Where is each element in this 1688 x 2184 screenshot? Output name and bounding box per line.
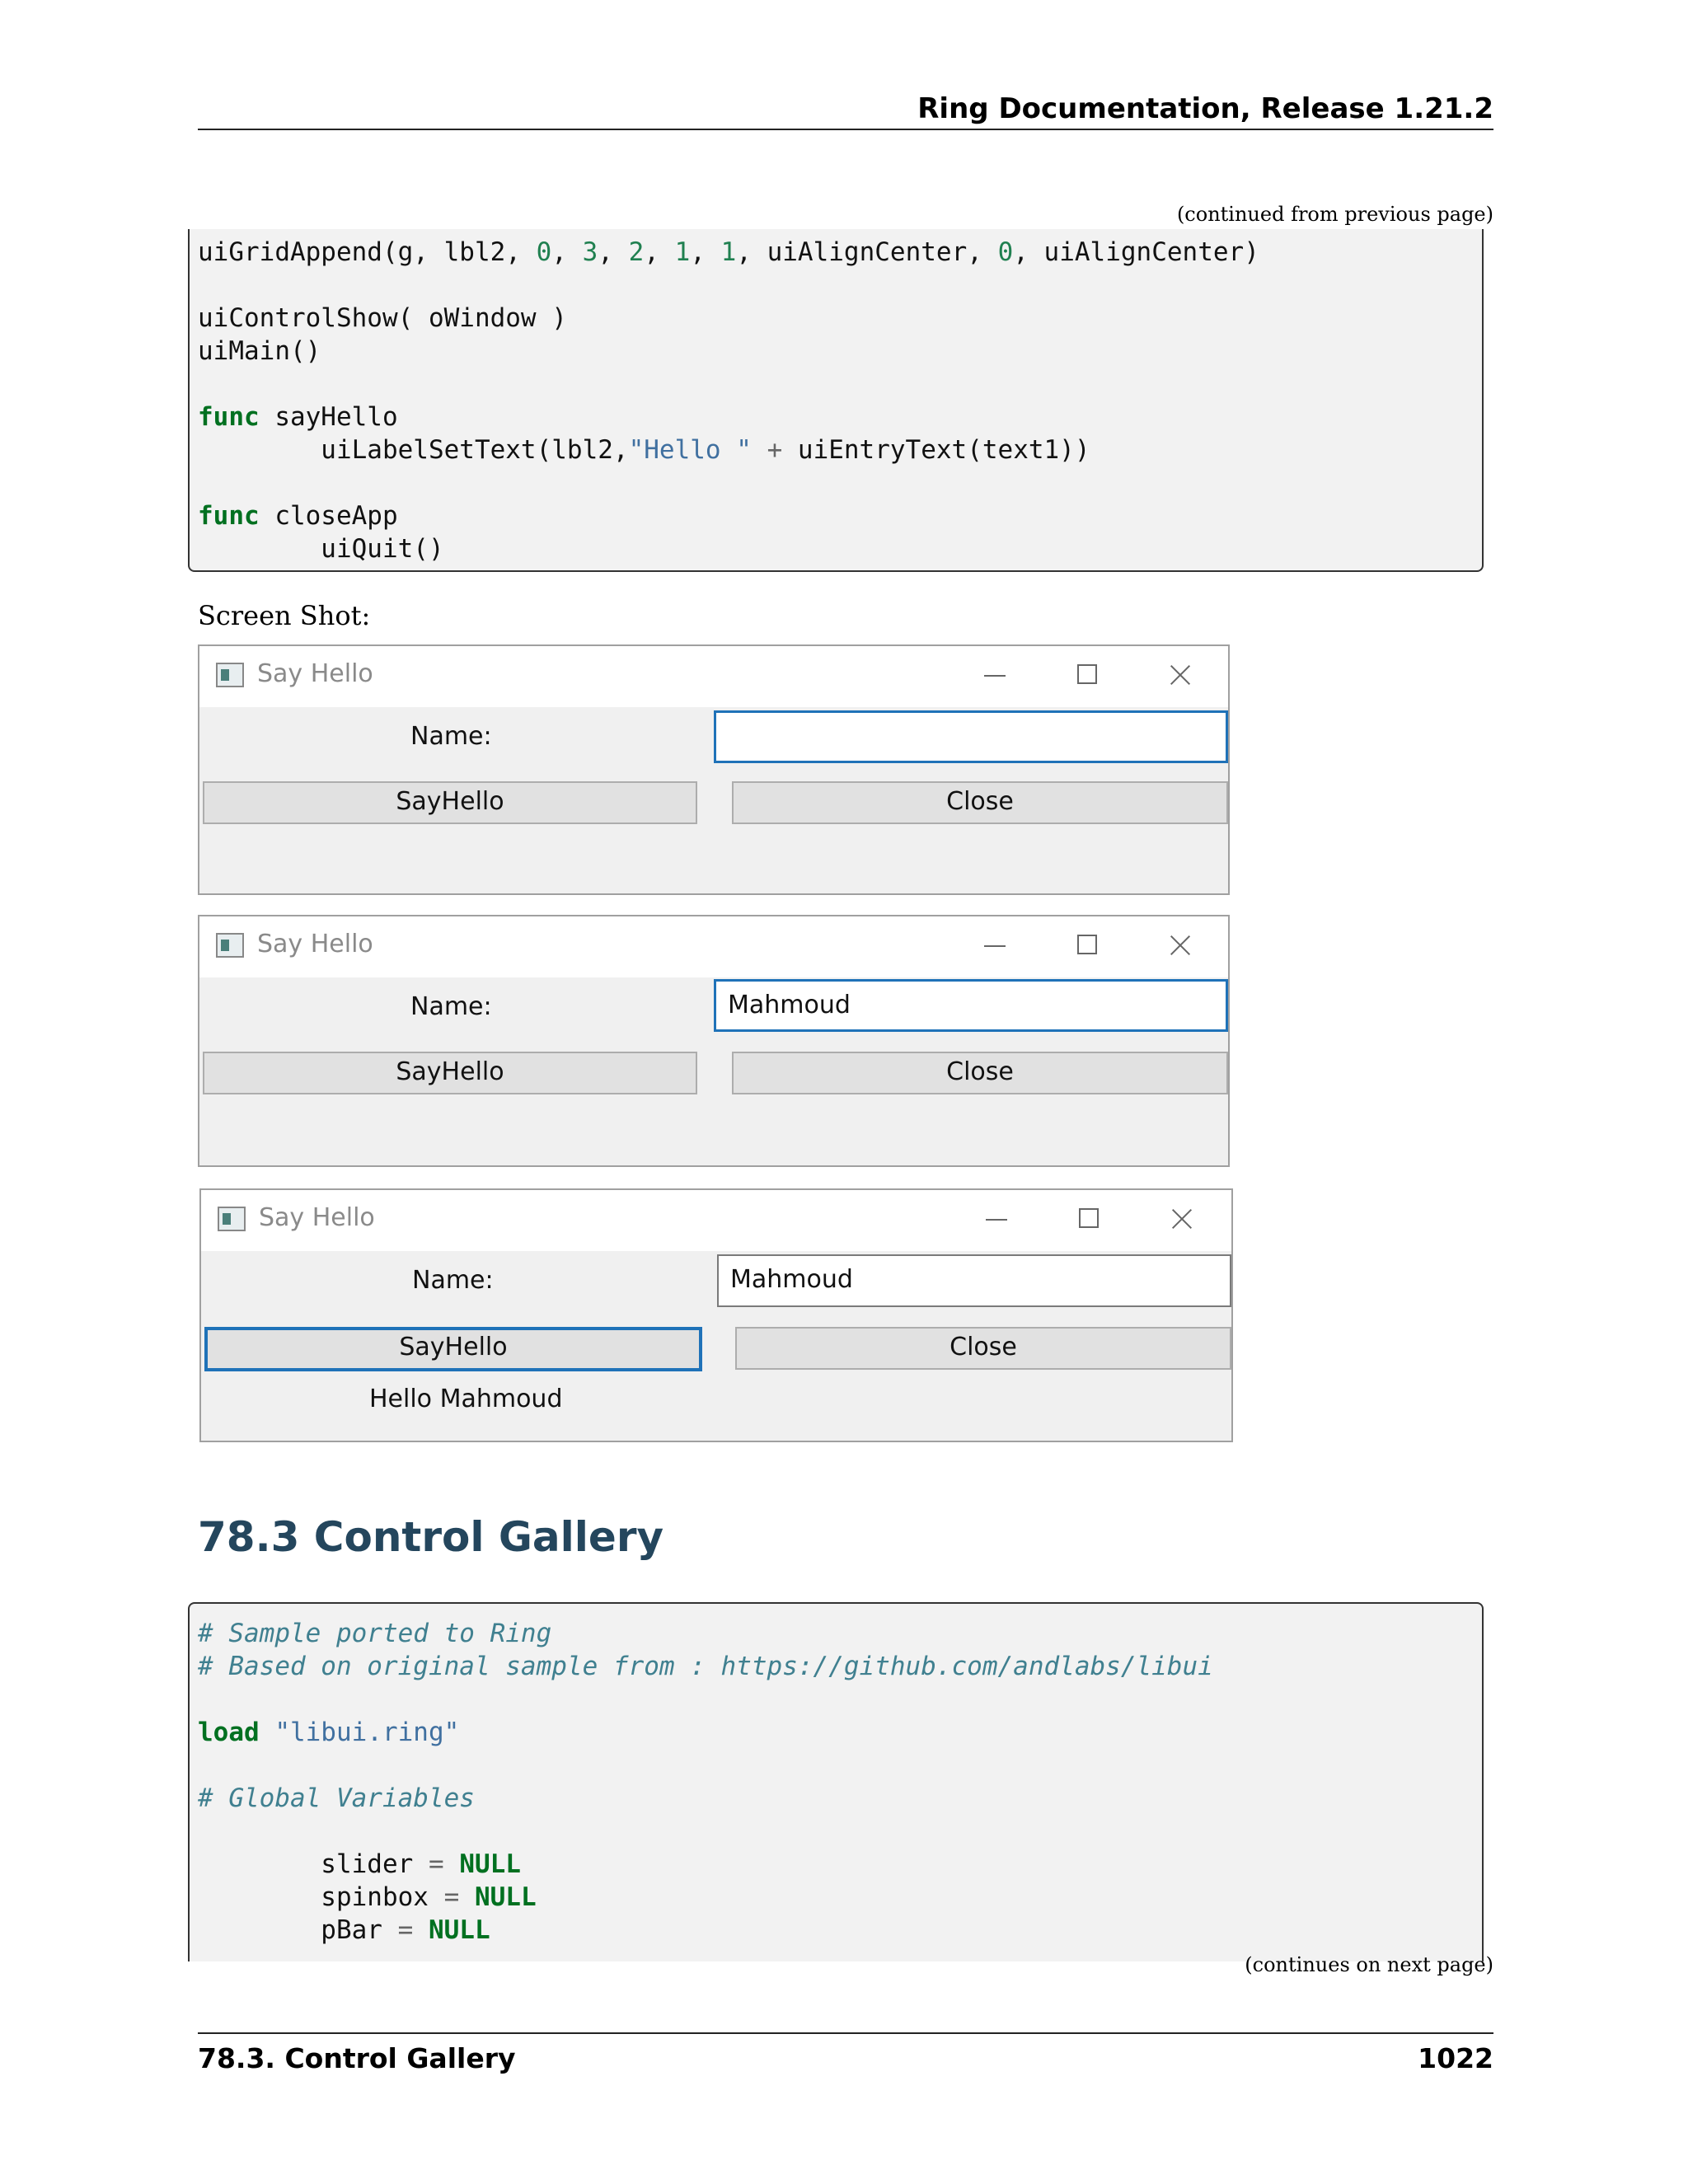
sayhello-button[interactable]: SayHello bbox=[203, 1052, 697, 1094]
code-line: spinbox = NULL bbox=[198, 1882, 537, 1912]
page-number: 1022 bbox=[1418, 2042, 1493, 2074]
screenshot-caption: Screen Shot: bbox=[198, 600, 371, 631]
name-label: Name: bbox=[412, 1266, 494, 1295]
footer-rule bbox=[198, 2032, 1493, 2034]
name-input[interactable] bbox=[714, 710, 1228, 763]
code-line: uiQuit() bbox=[198, 534, 444, 564]
app-icon bbox=[216, 933, 244, 958]
code-comment: # Based on original sample from : https://github.com/andlabs/libui bbox=[198, 1652, 1213, 1681]
greeting-label: Hello Mahmoud bbox=[369, 1385, 563, 1413]
close-icon[interactable] bbox=[1160, 1198, 1202, 1240]
app-icon bbox=[216, 663, 244, 687]
continues-note: (continues on next page) bbox=[1245, 1953, 1493, 1976]
name-input[interactable]: Mahmoud bbox=[717, 1254, 1231, 1307]
close-icon[interactable] bbox=[1159, 654, 1200, 696]
code-line: uiLabelSetText(lbl2,"Hello " + uiEntryText(text1)) bbox=[198, 435, 1090, 465]
close-button[interactable]: Close bbox=[732, 781, 1228, 824]
minimize-icon[interactable] bbox=[976, 1198, 1017, 1240]
code-line: pBar = NULL bbox=[198, 1915, 490, 1945]
maximize-icon[interactable] bbox=[1068, 1198, 1109, 1240]
maximize-icon[interactable] bbox=[1067, 925, 1108, 966]
window-title: Say Hello bbox=[257, 659, 373, 688]
sayhello-button[interactable]: SayHello bbox=[203, 781, 697, 824]
code-line: uiControlShow( oWindow ) bbox=[198, 303, 567, 333]
running-header: Ring Documentation, Release 1.21.2 bbox=[917, 92, 1493, 125]
continued-note: (continued from previous page) bbox=[1176, 203, 1493, 226]
close-button[interactable]: Close bbox=[735, 1327, 1231, 1370]
say-hello-window-typed bbox=[198, 915, 1230, 1167]
minimize-icon[interactable] bbox=[974, 925, 1015, 966]
app-icon bbox=[218, 1207, 246, 1231]
code-line: func sayHello bbox=[198, 402, 398, 432]
sayhello-button[interactable]: SayHello bbox=[204, 1327, 702, 1371]
window-title: Say Hello bbox=[259, 1203, 375, 1232]
code-line: func closeApp bbox=[198, 501, 398, 531]
name-label: Name: bbox=[410, 722, 492, 751]
code-comment: # Global Variables bbox=[198, 1783, 475, 1813]
code-line: uiMain() bbox=[198, 336, 321, 366]
title-bar bbox=[201, 1190, 1231, 1251]
maximize-icon[interactable] bbox=[1067, 654, 1108, 696]
say-hello-window-empty bbox=[198, 644, 1230, 895]
code-line: load "libui.ring" bbox=[198, 1718, 460, 1747]
header-rule bbox=[198, 129, 1493, 130]
code-comment: # Sample ported to Ring bbox=[198, 1619, 552, 1648]
name-input[interactable]: Mahmoud bbox=[714, 979, 1228, 1032]
close-icon[interactable] bbox=[1159, 925, 1200, 966]
section-heading: 78.3 Control Gallery bbox=[198, 1513, 664, 1561]
code-line: slider = NULL bbox=[198, 1849, 521, 1879]
title-bar bbox=[199, 646, 1228, 707]
name-label: Name: bbox=[410, 992, 492, 1021]
code-line: uiGridAppend(g, lbl2, 0, 3, 2, 1, 1, uiAlignCenter, 0, uiAlignCenter) bbox=[198, 237, 1259, 267]
minimize-icon[interactable] bbox=[974, 654, 1015, 696]
say-hello-window-result bbox=[199, 1188, 1233, 1442]
window-title: Say Hello bbox=[257, 930, 373, 958]
close-button[interactable]: Close bbox=[732, 1052, 1228, 1094]
footer-section: 78.3. Control Gallery bbox=[198, 2042, 516, 2074]
title-bar bbox=[199, 916, 1228, 977]
